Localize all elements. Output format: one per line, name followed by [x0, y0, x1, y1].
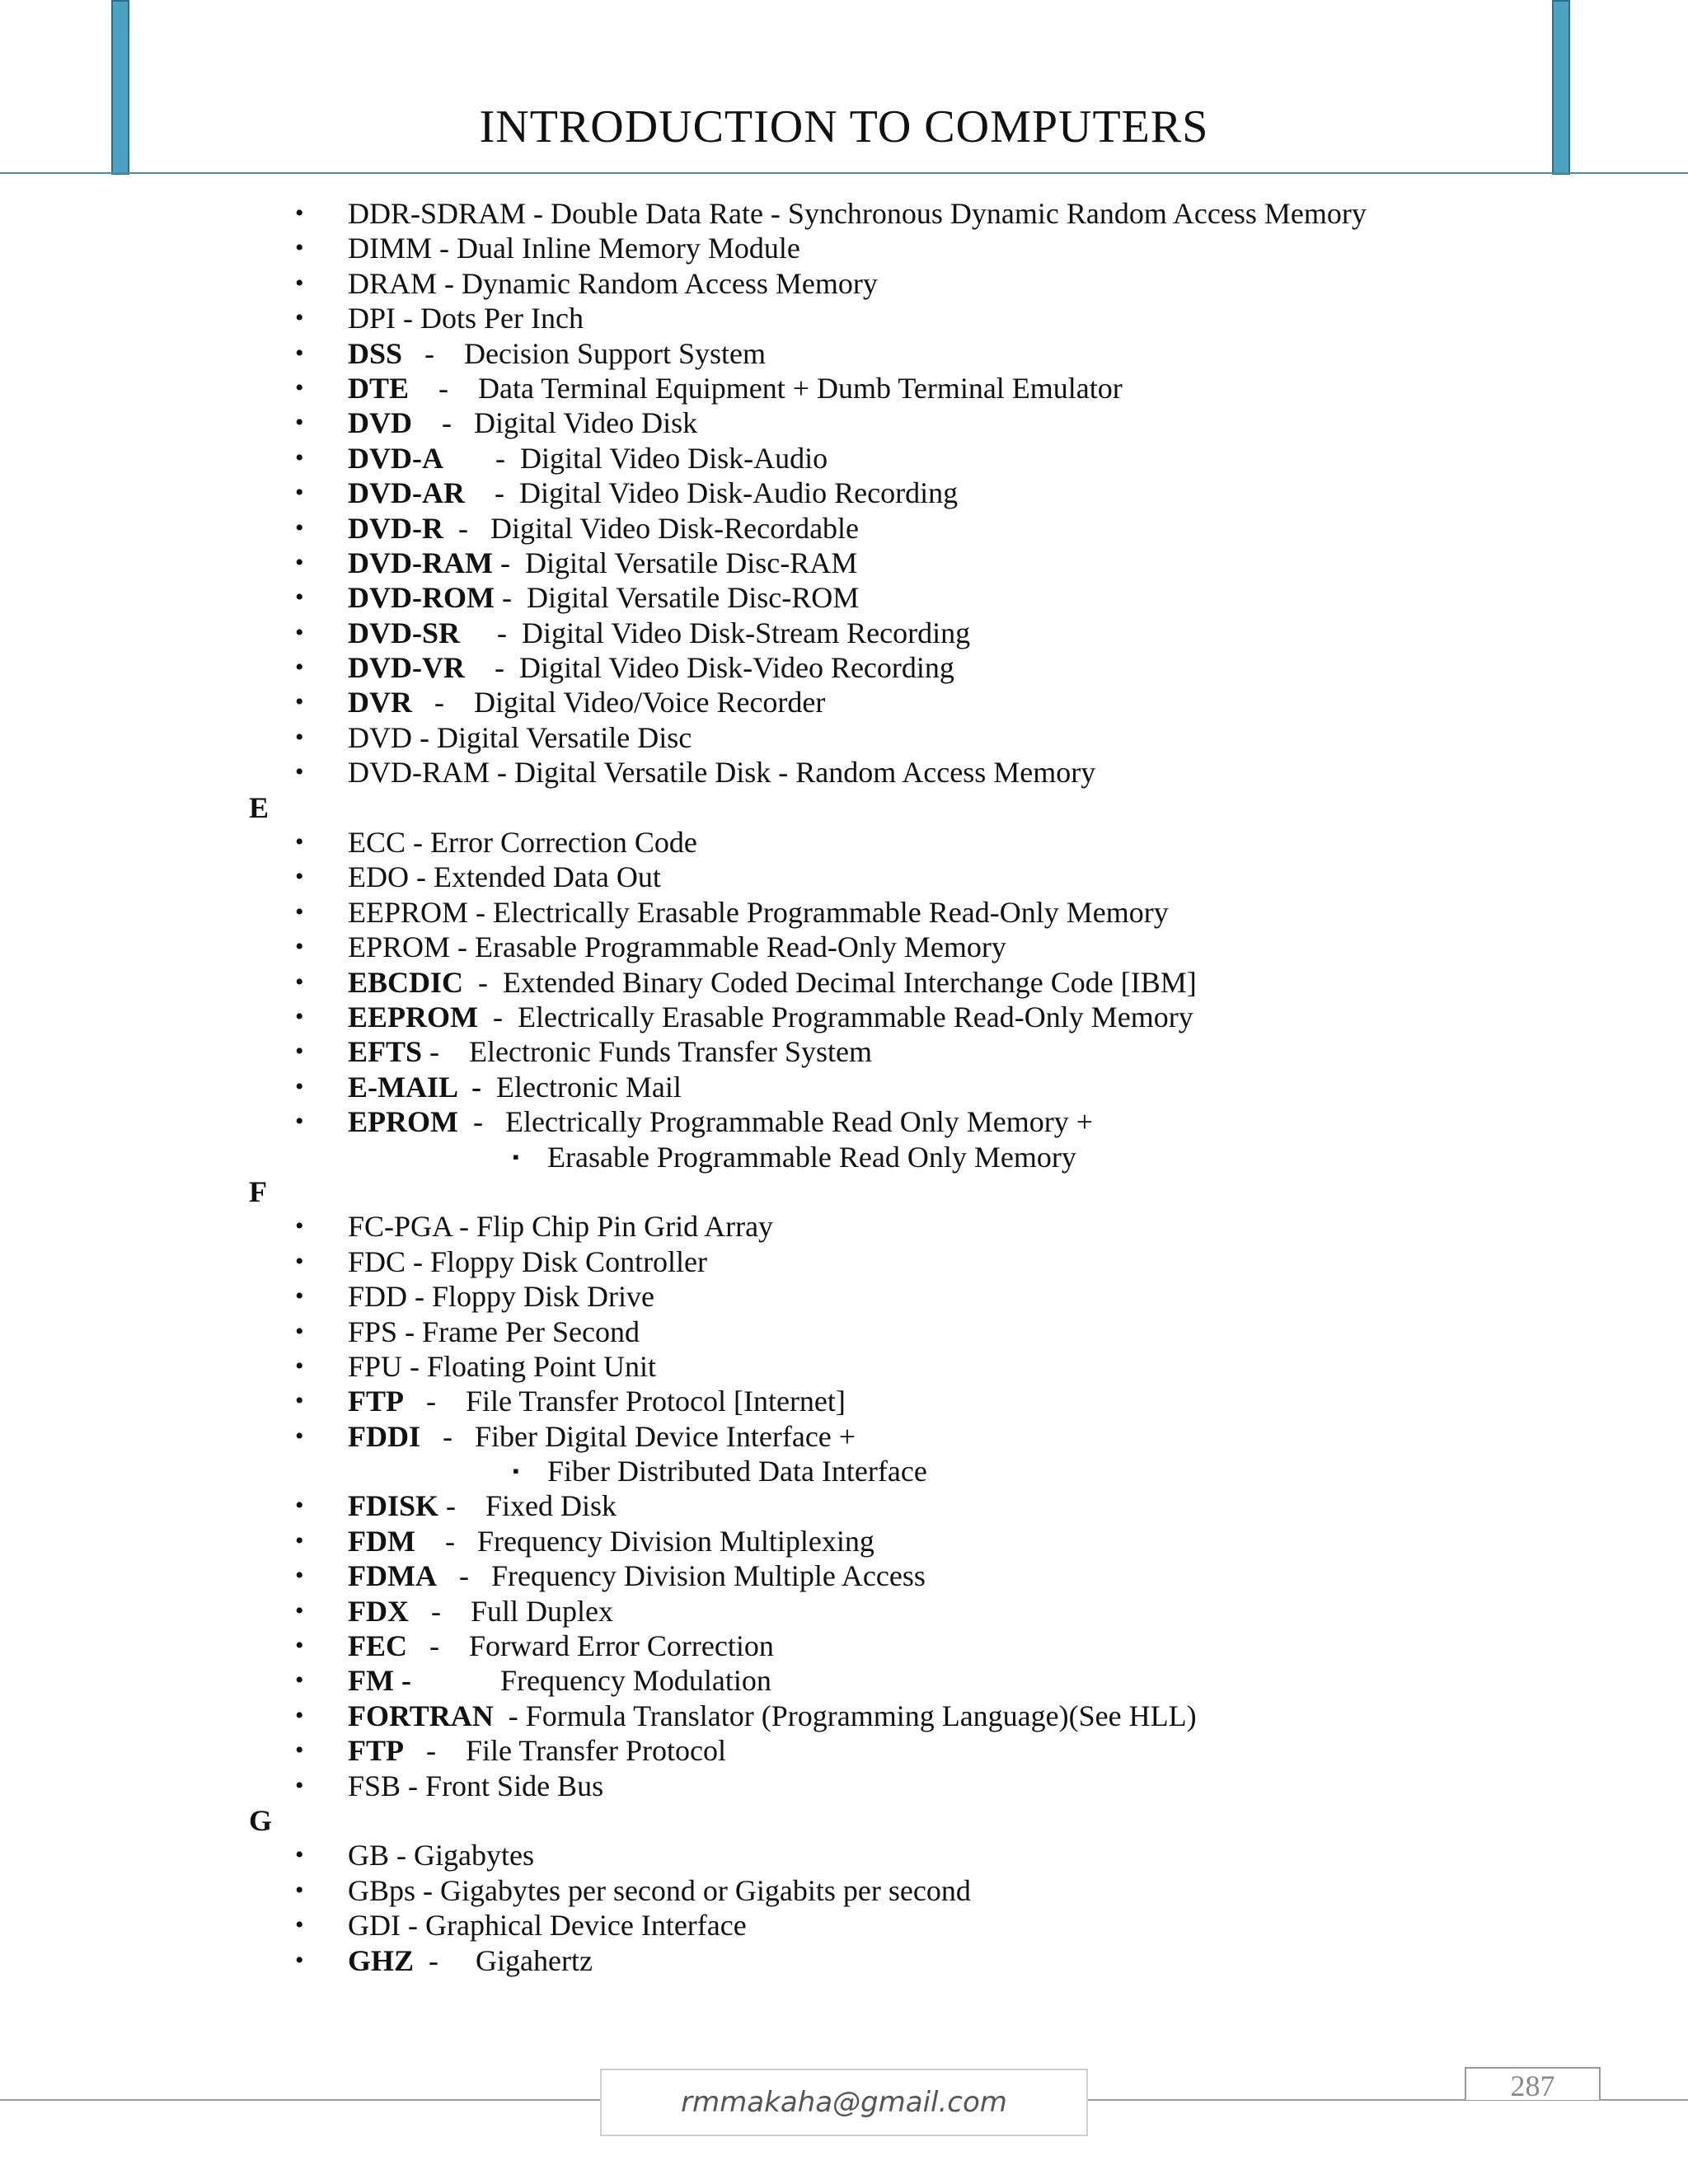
- item-text: [348, 965, 1197, 1000]
- list-item: [0, 930, 1688, 964]
- list-item: [0, 1769, 1688, 1803]
- square-bullet-icon: ▪: [513, 1460, 519, 1482]
- bullet-icon: •: [295, 1771, 304, 1799]
- bullet-icon: •: [295, 933, 304, 961]
- section-heading: [0, 790, 1688, 825]
- bullet-icon: •: [295, 654, 304, 682]
- header-rule: [0, 172, 1688, 174]
- item-abbreviation: FDDI: [348, 1419, 420, 1453]
- list-item: [0, 685, 1688, 719]
- list-item: [0, 1209, 1688, 1244]
- list-item: [0, 965, 1688, 1000]
- sub-list-item: [0, 1454, 1688, 1488]
- item-text: [348, 1104, 1093, 1139]
- item-abbreviation: E-MAIL -: [348, 1070, 481, 1104]
- item-text: [348, 511, 859, 546]
- item-definition: - File Transfer Protocol: [404, 1734, 726, 1768]
- item-text: [348, 1524, 874, 1558]
- item-text: [348, 371, 1123, 405]
- item-text: [348, 546, 857, 580]
- page-number: 287: [1510, 2069, 1555, 2102]
- item-definition: - Electronic Funds Transfer System: [422, 1035, 873, 1069]
- item-definition: Electronic Mail: [481, 1070, 682, 1104]
- bullet-icon: •: [295, 688, 304, 716]
- item-text: EEPROM - Electrically Erasable Programmable Read-Only Memory: [348, 895, 1169, 929]
- list-item: [0, 371, 1688, 405]
- item-definition: - File Transfer Protocol [Internet]: [404, 1385, 846, 1418]
- bullet-icon: •: [295, 723, 304, 751]
- item-abbreviation: EFTS: [348, 1035, 423, 1069]
- list-item: [0, 1908, 1688, 1943]
- list-item: [0, 1279, 1688, 1314]
- bullet-icon: •: [295, 1212, 304, 1240]
- item-text: [348, 1733, 726, 1768]
- item-abbreviation: DVD: [348, 406, 412, 440]
- item-text: [348, 405, 697, 440]
- bullet-icon: •: [295, 898, 304, 926]
- list-item: [0, 1699, 1688, 1733]
- section-letter: G: [249, 1803, 273, 1837]
- item-abbreviation: DTE: [348, 371, 410, 405]
- item-definition: - Gigahertz: [414, 1943, 593, 1977]
- item-abbreviation: DVD-RAM: [348, 546, 493, 579]
- list-item: [0, 301, 1688, 335]
- list-item: [0, 476, 1688, 510]
- bullet-icon: •: [295, 1946, 304, 1974]
- list-item: [0, 825, 1688, 860]
- list-item: [0, 546, 1688, 580]
- item-text: FPU - Floating Point Unit: [348, 1349, 657, 1383]
- item-text: [348, 1943, 593, 1978]
- item-definition: - Data Terminal Equipment + Dumb Terminal Emulator: [409, 371, 1123, 405]
- item-text: [348, 1699, 1197, 1733]
- list-item: [0, 336, 1688, 371]
- item-abbreviation: GHZ: [348, 1943, 415, 1977]
- bullet-icon: •: [295, 1038, 304, 1066]
- list-item: [0, 266, 1688, 301]
- item-definition: - Frequency Division Multiple Access: [436, 1559, 926, 1593]
- item-definition: - Fixed Disk: [438, 1489, 617, 1523]
- item-text: [348, 685, 825, 719]
- bullet-icon: •: [295, 373, 304, 401]
- list-item: [0, 1070, 1688, 1104]
- list-item: [0, 405, 1688, 440]
- square-bullet-icon: ▪: [513, 1146, 519, 1167]
- list-item: [0, 895, 1688, 930]
- item-abbreviation: FM -: [348, 1664, 411, 1698]
- item-text: DVD-RAM - Digital Versatile Disk - Random Access Memory: [348, 756, 1096, 790]
- item-text: FC-PGA - Flip Chip Pin Grid Array: [348, 1210, 774, 1244]
- item-text: [348, 1034, 872, 1069]
- item-definition: - Digital Versatile Disc-RAM: [492, 546, 858, 579]
- item-definition: Frequency Modulation: [410, 1664, 771, 1698]
- list-item: [0, 1488, 1688, 1523]
- section-letter: F: [249, 1174, 267, 1208]
- item-abbreviation: FDISK: [348, 1489, 439, 1523]
- item-definition: - Forward Error Correction: [407, 1629, 774, 1663]
- section-heading: [0, 1803, 1688, 1838]
- item-abbreviation: DVR: [348, 686, 412, 719]
- item-definition: - Electrically Erasable Programmable Read-Only Memory: [478, 1000, 1193, 1033]
- item-definition: - Digital Video Disk-Recordable: [443, 511, 860, 545]
- bullet-icon: •: [295, 1562, 304, 1590]
- item-text: GBps - Gigabytes per second or Gigabits per second: [348, 1873, 971, 1907]
- item-abbreviation: DVD-ROM: [348, 581, 495, 615]
- bullet-icon: •: [295, 863, 304, 891]
- sub-item-text: Erasable Programmable Read Only Memory: [547, 1140, 1076, 1174]
- item-text: [348, 1629, 774, 1663]
- bullet-icon: •: [295, 339, 304, 367]
- bullet-icon: •: [295, 548, 304, 576]
- bullet-icon: •: [295, 234, 304, 262]
- list-item: [0, 1873, 1688, 1908]
- bullet-icon: •: [295, 443, 304, 471]
- item-text: EPROM - Erasable Programmable Read-Only Memory: [348, 930, 1006, 964]
- list-item: [0, 196, 1688, 231]
- item-text: DDR-SDRAM - Double Data Rate - Synchronous Dynamic Random Access Memory: [348, 197, 1367, 230]
- item-text: [348, 1070, 682, 1104]
- list-item: [0, 1558, 1688, 1593]
- list-item: [0, 755, 1688, 790]
- item-text: [348, 336, 766, 371]
- footer-rule-left: [0, 2099, 602, 2101]
- bullet-icon: •: [295, 1317, 304, 1345]
- list-item: [0, 1524, 1688, 1558]
- item-text: FPS - Frame Per Second: [348, 1315, 640, 1348]
- bullet-icon: •: [295, 1911, 304, 1939]
- bullet-icon: •: [295, 1526, 304, 1554]
- bullet-icon: •: [295, 968, 304, 996]
- list-item: [0, 1104, 1688, 1139]
- item-text: [348, 1419, 856, 1454]
- item-abbreviation: FTP: [348, 1734, 404, 1768]
- list-item: [0, 860, 1688, 894]
- item-abbreviation: EEPROM: [348, 1000, 478, 1033]
- bullet-icon: •: [295, 583, 304, 612]
- item-definition: - Fiber Digital Device Interface +: [420, 1419, 856, 1453]
- item-text: DVD - Digital Versatile Disc: [348, 720, 692, 754]
- bullet-icon: •: [295, 479, 304, 507]
- item-abbreviation: FDMA: [348, 1559, 437, 1593]
- bullet-icon: •: [295, 1632, 304, 1660]
- item-text: FSB - Front Side Bus: [348, 1769, 604, 1802]
- item-text: FDC - Floppy Disk Controller: [348, 1244, 708, 1278]
- bullet-icon: •: [295, 758, 304, 786]
- item-abbreviation: DVD-VR: [348, 651, 465, 685]
- list-item: [0, 1733, 1688, 1768]
- section-heading: [0, 1174, 1688, 1209]
- list-item: [0, 1629, 1688, 1663]
- item-text: GDI - Graphical Device Interface: [348, 1909, 747, 1943]
- item-definition: - Electrically Programmable Read Only Memory +: [457, 1105, 1094, 1139]
- item-abbreviation: FORTRAN: [348, 1699, 494, 1732]
- item-definition: - Digital Versatile Disc-ROM: [494, 581, 860, 615]
- page-title: INTRODUCTION TO COMPUTERS: [479, 101, 1209, 152]
- item-text: [348, 1000, 1193, 1034]
- bullet-icon: •: [295, 828, 304, 856]
- item-definition: - Digital Video/Voice Recorder: [412, 686, 826, 719]
- list-item: [0, 1594, 1688, 1629]
- bullet-icon: •: [295, 409, 304, 437]
- list-item: [0, 511, 1688, 546]
- item-abbreviation: EPROM: [348, 1105, 458, 1139]
- item-definition: - Digital Video Disk-Stream Recording: [460, 616, 971, 649]
- list-item: [0, 1349, 1688, 1384]
- sub-list-item: [0, 1140, 1688, 1174]
- item-abbreviation: DVD-AR: [348, 476, 465, 510]
- item-definition: - Decision Support System: [402, 336, 767, 370]
- bullet-icon: •: [295, 1002, 304, 1030]
- item-text: [348, 616, 970, 650]
- item-text: [348, 650, 954, 685]
- item-text: [348, 1384, 846, 1418]
- item-abbreviation: FDX: [348, 1594, 409, 1628]
- item-abbreviation: DSS: [348, 336, 403, 370]
- bullet-icon: •: [295, 1352, 304, 1380]
- list-item: [0, 616, 1688, 650]
- bullet-icon: •: [295, 1422, 304, 1450]
- list-item: [0, 580, 1688, 615]
- bullet-icon: •: [295, 1841, 304, 1869]
- bullet-icon: •: [295, 1247, 304, 1275]
- item-text: [348, 580, 859, 615]
- item-definition: - Digital Video Disk: [412, 406, 698, 440]
- item-definition: - Frequency Division Multiplexing: [415, 1524, 874, 1558]
- bullet-icon: •: [295, 1492, 304, 1520]
- section-letter: E: [249, 790, 270, 824]
- item-abbreviation: FTP: [348, 1385, 404, 1418]
- item-definition: - Digital Video Disk-Audio: [443, 441, 828, 475]
- item-text: [348, 1488, 617, 1523]
- bullet-icon: •: [295, 1701, 304, 1729]
- footer-email: rmmakaha@gmail.com: [600, 2069, 1088, 2136]
- item-text: EDO - Extended Data Out: [348, 860, 661, 894]
- sub-item-text: Fiber Distributed Data Interface: [547, 1455, 927, 1488]
- list-item: [0, 1315, 1688, 1349]
- list-item: [0, 1943, 1688, 1978]
- item-abbreviation: DVD-SR: [348, 616, 461, 649]
- item-text: [348, 441, 828, 476]
- bullet-icon: •: [295, 304, 304, 332]
- item-text: [348, 476, 958, 510]
- list-item: [0, 231, 1688, 265]
- bullet-icon: •: [295, 269, 304, 297]
- bullet-icon: •: [295, 1596, 304, 1624]
- item-definition: - Formula Translator (Programming Language)(See HLL): [493, 1699, 1197, 1732]
- item-text: [348, 1594, 613, 1629]
- item-text: FDD - Floppy Disk Drive: [348, 1280, 655, 1314]
- item-definition: - Extended Binary Coded Decimal Interchange Code [IBM]: [463, 965, 1197, 999]
- list-item: [0, 1384, 1688, 1418]
- item-text: DPI - Dots Per Inch: [348, 302, 584, 335]
- list-item: [0, 1663, 1688, 1698]
- item-abbreviation: FDM: [348, 1524, 415, 1558]
- item-abbreviation: FEC: [348, 1629, 407, 1663]
- bullet-icon: •: [295, 1072, 304, 1100]
- bullet-icon: •: [295, 1736, 304, 1765]
- bullet-icon: •: [295, 1282, 304, 1310]
- list-item: [0, 1244, 1688, 1279]
- list-item: [0, 1419, 1688, 1454]
- list-item: [0, 441, 1688, 476]
- bullet-icon: •: [295, 199, 304, 227]
- list-item: [0, 1000, 1688, 1034]
- item-abbreviation: DVD-A: [348, 441, 443, 475]
- bullet-icon: •: [295, 1387, 304, 1415]
- list-item: [0, 1034, 1688, 1069]
- list-item: [0, 650, 1688, 685]
- bullet-icon: •: [295, 1108, 304, 1136]
- list-item: [0, 1838, 1688, 1872]
- glossary-list: [0, 196, 1688, 1978]
- item-definition: - Full Duplex: [409, 1594, 613, 1628]
- item-definition: - Digital Video Disk-Audio Recording: [464, 476, 959, 510]
- list-item: [0, 720, 1688, 755]
- item-abbreviation: EBCDIC: [348, 965, 464, 999]
- item-abbreviation: DVD-R: [348, 511, 443, 545]
- bullet-icon: •: [295, 1666, 304, 1694]
- bullet-icon: •: [295, 618, 304, 646]
- item-text: GB - Gigabytes: [348, 1839, 534, 1872]
- bullet-icon: •: [295, 513, 304, 541]
- item-text: DRAM - Dynamic Random Access Memory: [348, 266, 878, 300]
- bullet-icon: •: [295, 1876, 304, 1904]
- item-text: DIMM - Dual Inline Memory Module: [348, 232, 800, 265]
- item-text: ECC - Error Correction Code: [348, 826, 697, 860]
- item-text: [348, 1663, 771, 1698]
- item-text: [348, 1558, 926, 1593]
- item-definition: - Digital Video Disk-Video Recording: [464, 651, 954, 685]
